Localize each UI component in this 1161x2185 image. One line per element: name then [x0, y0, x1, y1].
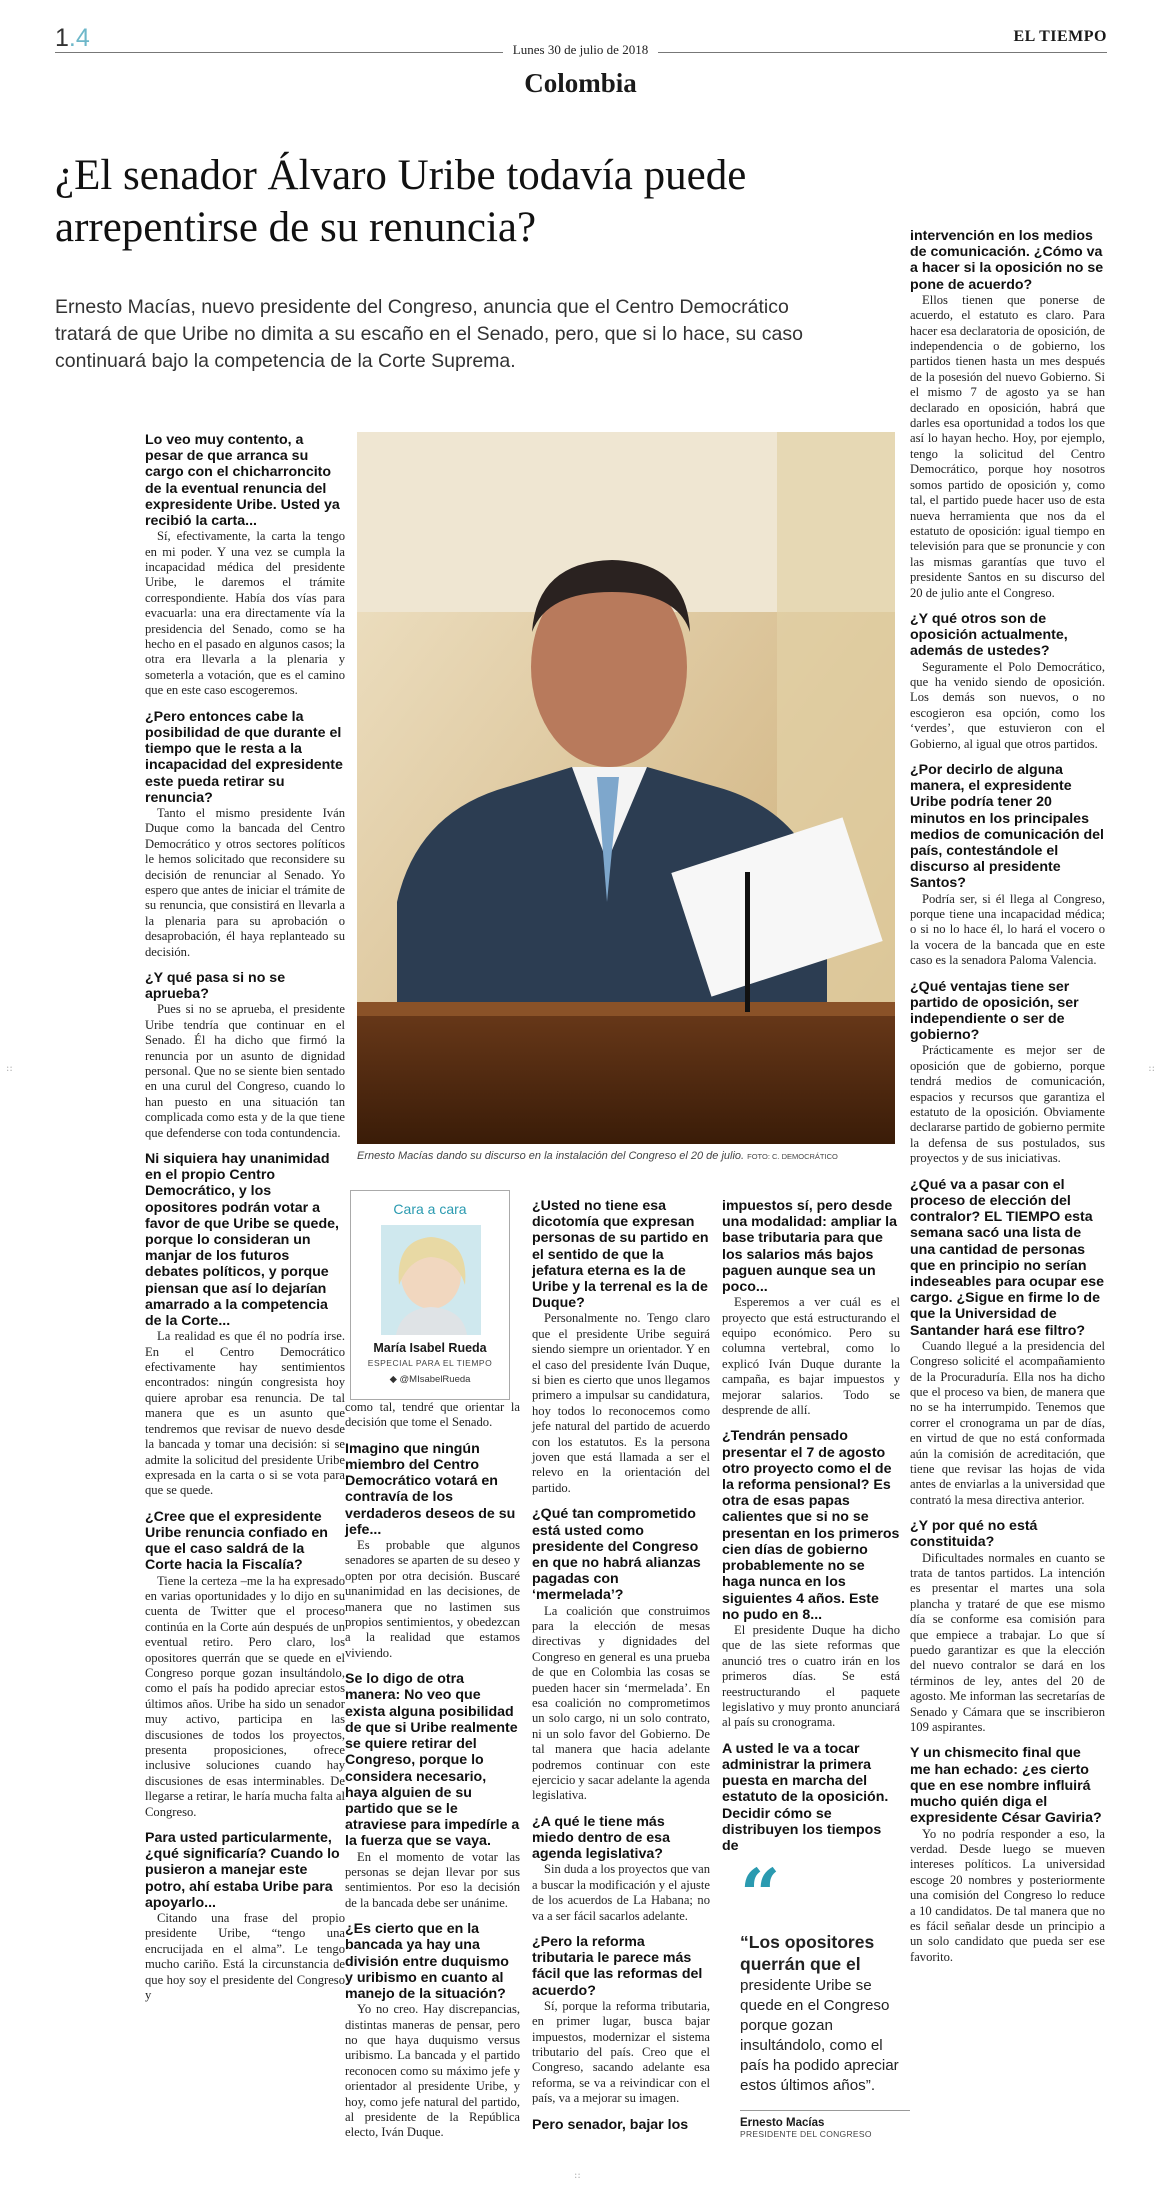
- interview-answer: La coalición que construimos para la elección de mesas directivas y dignidades del Congreso en general es una prueba de que en Colombia las cosas se pueden hacer sin ‘mermelada’. En esa coalición no comprometimos un solo cargo, ni un solo contrato, ni un solo favor del Gobierno. De tal manera que hacia adelante podremos continuar con este ejercicio y sacar adelante la agenda legislativa.: [532, 1603, 710, 1803]
- interview-question: Y un chismecito final que me han echado: ¿es cierto que en ese nombre influirá mucho quién diga el expresidente César Gaviria?: [910, 1745, 1102, 1827]
- fold-mark-right: ::: [1148, 1063, 1155, 1074]
- column-2: [345, 1400, 520, 2141]
- page-number: 1.4: [55, 24, 90, 52]
- interview-answer: El presidente Duque ha dicho que de las siete reformas que anunció tres o cuatro irán en los primeros días. Se está reestructurando el paquete legislativo y muy pronto anunciará al país su cronograma.: [722, 1622, 900, 1730]
- column-4: [722, 1198, 900, 1854]
- interview-question: A usted le va a tocar administrar la primera puesta en marcha del estatuto de la oposición. Decidir cómo se distribuyen los tiempos de: [722, 1740, 889, 1854]
- interview-answer: Yo no podría responder a eso, la verdad. Desde luego se mueven intereses políticos. La universidad escoge 20 nombres y posteriormente una comisión del Congreso lo reduce a 10 candidatos. De tal manera que no es fácil señalar desde un principio a un solo candidato que pueda ser ese favorito.: [910, 1826, 1105, 1964]
- interview-answer: Sí, efectivamente, la carta la tengo en mi poder. Y una vez se cumpla la incapacidad médica del presidente Uribe, le daremos el trámite correspondiente. Había dos vías para evacuarla: una era directamente vía la presidencia del Senado, como se ha hecho en el pasado en algunos casos; la otra era llevarla a la plenaria y someterla a votación, que es el camino que en este caso escogeremos.: [145, 529, 345, 698]
- interview-question: ¿Qué va a pasar con el proceso de elección del contralor? EL TIEMPO esta semana sacó una lista de una cantidad de personas que en principio no serían indeseables para ocupar ese cargo. ¿Sigue en firme lo de que la Universidad de Santander hará ese filtro?: [910, 1176, 1104, 1339]
- interview-answer: En el momento de votar las personas se dejan llevar por sus sentimientos. Por eso la decisión de la bancada debe ser unánime.: [345, 1849, 520, 1910]
- interview-question: Imagino que ningún miembro del Centro Democrático votará en contravía de los verdaderos deseos de su jefe...: [345, 1440, 516, 1538]
- interview-question: ¿Y qué pasa si no se aprueba?: [145, 969, 286, 1003]
- interview-question: Lo veo muy contento, a pesar de que arranca su cargo con el chicharroncito de la eventual renuncia del expresidente Uribe. Usted ya recibió la carta...: [145, 432, 340, 530]
- main-photo: [357, 432, 895, 1144]
- section-title: Colombia: [524, 68, 637, 98]
- interview-answer: Cuando llegué a la presidencia del Congreso solicité el acompañamiento de la Procuraduría. Ella nos ha dicho que el proceso va bien, de manera que no se ha interrumpido. Tenemos que correr el cronograma un par de días, en virtud de que no está conformada aún la comisión de acreditación, que tiene que revisar las hojas de vida antes de enviarlas a la universidad que contrató la mesa directiva anterior.: [910, 1338, 1105, 1507]
- interview-answer: Dificultades normales en cuanto se trata de tantos partidos. La intención es presentar el martes una sola plancha y trataré de que ese mismo día se conforme esa comisión para que empiece a trabajar. Lo que sí puedo garantizar es que la elección del nuevo contralor se dará en los términos de ley, antes del 20 de agosto. Me informan las secretarías de Senado y Cámara que se inscribieron 109 aspirantes.: [910, 1550, 1105, 1735]
- interview-answer: Sin duda a los proyectos que van a buscar la modificación y el ajuste de los acuerdos de La Habana; no va a ser fácil sacarlos adelante.: [532, 1862, 710, 1923]
- interview-question: ¿Pero entonces cabe la posibilidad de que durante el tiempo que le resta a la incapacidad del expresidente este pueda retirar su renuncia?: [145, 708, 343, 806]
- author-name: María Isabel Rueda: [373, 1341, 487, 1355]
- interview-question: ¿Tendrán pensado presentar el 7 de agosto otro proyecto como el de la reforma pensional? Es otra de esas papas calientes que si no se presentan en los primeros cien días de gobierno probablemente no se haga nunca en los siguientes 4 años. Este no pudo en 8...: [722, 1428, 900, 1623]
- author-role: ESPECIAL PARA EL TIEMPO: [367, 1358, 493, 1368]
- interview-answer: como tal, tendré que orientar la decisión que tome el Senado.: [345, 1400, 520, 1430]
- quote-author: Ernesto Macías: [740, 2110, 910, 2129]
- interview-answer: Ellos tienen que ponerse de acuerdo, el estatuto es claro. Para hacer esa declaratoria de oposición, de independencia o de gobierno, los partidos tienen hasta un mes después de la posesión del nuevo Gobierno. Si el mismo 7 de agosto ya se han declarado en oposición, habrá que darles esa oportunidad a todos los que así lo hayan hecho. Hoy, por ejemplo, tengo la solicitud del Centro Democrático, porque hoy nosotros somos partido de oposición y, como tal, el partido puede hacer uso de esta nueva herramienta que nos da el estatuto de oposición: igual tiempo en televisión para que se pronuncie y con las mismas garantías que tuvo el presidente Santos en su discurso del 20 de julio ante el Congreso.: [910, 292, 1105, 600]
- column-5: [910, 228, 1105, 1965]
- headline: ¿El senador Álvaro Uribe todavía puede arrepentirse de su renuncia?: [55, 152, 747, 251]
- interview-question: Pero senador, bajar los: [532, 2116, 689, 2133]
- interview-answer: Esperemos a ver cuál es el proyecto que está estructurando el equipo económico. Pero su columna vertebral, como lo explicó Iván Duque durante la campaña, es bajar impuestos y mejorar salarios. Todo se desprende de allí.: [722, 1295, 900, 1418]
- interview-question: ¿Y qué otros son de oposición actualmente, además de ustedes?: [910, 610, 1068, 660]
- newspaper-name: EL TIEMPO: [1013, 28, 1107, 45]
- fold-mark-bottom: ::: [574, 2170, 581, 2181]
- interview-question: Se lo digo de otra manera: No veo que exista alguna posibilidad de que si Uribe realmente se quiere retirar del Congreso, porque lo considera necesario, haya alguien de su partido que se le atraviese para impedírle a la fuerza que se vaya.: [345, 1671, 520, 1850]
- interview-answer: Yo no creo. Hay discrepancias, distintas maneras de pensar, pero no que haya duquismo versus uribismo. La bancada y el partido reconocen como su máximo jefe y orientador al presidente Uribe, y hoy, como jefe natural del partido, al presidente de la República electo, Iván Duque.: [345, 2002, 520, 2140]
- interview-question: Ni siquiera hay unanimidad en el propio Centro Democrático, y los opositores podrán votar a favor de que Uribe se quede, porque lo consideran un manjar de los futuros debates políticos, y porque piensan que así lo dejarían amarrado a la competencia de la Corte...: [145, 1151, 339, 1330]
- interview-answer: Tiene la certeza –me la ha expresado en varias oportunidades y lo dijo en su cuenta de Twitter que el proceso continúa en la Corte aún después de un eventual retiro. Pero claro, los opositores querrán que se quede en el Congreso porque gozan insultándolo, como el país ha podido apreciar estos últimos años. Uribe ha sido un senador muy activo, participa en las discusiones de todos los proyectos, presenta proposiciones, ofrece inclusive soluciones cuando hay discusiones de esas interminables. De llegarse a retirar, le haría mucha falta al Congreso.: [145, 1573, 345, 1819]
- twitter-icon: ◆: [389, 1374, 397, 1385]
- deck: Ernesto Macías, nuevo presidente del Congreso, anuncia que el Centro Democrático tratará de que Uribe no dimita a su escaño en el Senado, pero, que si lo hace, su caso continuará bajo la competencia de la Corte Suprema.: [55, 296, 803, 372]
- interview-answer: Citando una frase del propio presidente Uribe, “tengo una encrucijada en el alma”. Le tengo mucho cariño. Está la circunstancia de que hoy soy el presidente del Congreso y: [145, 1911, 345, 2003]
- author-box: [350, 1190, 510, 1400]
- interview-question: ¿Qué tan comprometido está usted como presidente del Congreso en que no habrá alianzas pagadas con ‘mermelada’?: [532, 1506, 701, 1604]
- interview-question: ¿Qué ventajas tiene ser partido de oposición, ser independiente o ser de gobierno?: [910, 978, 1079, 1044]
- interview-answer: La realidad es que él no podría irse. En el Centro Democrático efectivamente hay sentimientos encontrados: ningún congresista hoy quiere aprobar esa renuncia. De tal manera que es un asunto que tendremos que revisar de nuevo desde la bancada y tomar una decisión: si se admite la solicitud del presidente Uribe expresada en la carta o si se vota para que se quede.: [145, 1329, 345, 1498]
- interview-question: ¿Por decirlo de alguna manera, el expresidente Uribe podría tener 20 minutos en los principales medios de comunicación del país, contestándole el discurso al presidente Santos?: [910, 761, 1104, 892]
- column-3: [532, 1198, 710, 2133]
- author-avatar: [381, 1225, 481, 1335]
- interview-question: ¿Usted no tiene esa dicotomía que expresan personas de su partido en el sentido de que la jefatura eterna es la de Uribe y la terrenal es la de Duque?: [532, 1198, 709, 1312]
- interview-question: ¿Es cierto que en la bancada ya hay una división entre duquismo y uribismo en cuanto al manejo de la situación?: [345, 1921, 509, 2002]
- interview-answer: Podría ser, si él llega al Congreso, porque tiene una incapacidad médica; o si no lo hace él, lo hará el vocero o la vocera de la bancada que en este caso es la senadora Paloma Valencia.: [910, 891, 1105, 968]
- photo-caption: Ernesto Macías dando su discurso en la instalación del Congreso el 20 de julio. FOTO: C. DEMOCRÁTICO: [357, 1150, 838, 1162]
- interview-answer: Es probable que algunos senadores se aparten de su deseo y opten por otra decisión. Buscaré unanimidad en las decisiones, de manera que no lastimen sus propios sentimientos, y obedezcan a la realidad que estamos viviendo.: [345, 1538, 520, 1660]
- quote-mark-icon: “: [740, 1853, 781, 1936]
- interview-question: ¿Y por qué no está constituida?: [910, 1518, 1038, 1551]
- interview-answer: Personalmente no. Tengo claro que el presidente Uribe seguirá siendo siempre un orientador. Y en el caso del presidente Iván Duque, si bien es cierto que unos llegamos primero a impulsar su candidatura, hoy todos lo reconocemos como jefe natural del partido de acuerdo con los estatutos. Es la persona joven que está llamada a ser el relevo en la orientación del partido.: [532, 1311, 710, 1495]
- column-1: [145, 432, 345, 2004]
- issue-date: Lunes 30 de julio de 2018: [0, 42, 1161, 58]
- interview-question: intervención en los medios de comunicación. ¿Cómo va a hacer si la oposición no se pone de acuerdo?: [910, 228, 1104, 293]
- interview-answer: Tanto el mismo presidente Iván Duque como la bancada del Centro Democrático y otros sectores políticos le hemos solicitado que reconsidere su decisión de renunciar al Senado. Yo espero que antes de iniciar el trámite de su renuncia, que consistirá en llevarla a la plenaria para su aprobación o desaprobación, él haya replanteado su decisión.: [145, 805, 345, 959]
- interview-question: Para usted particularmente, ¿qué significaría? Cuando lo pusieron a manejar este potro, ahí estaba Uribe para apoyarlo...: [145, 1830, 340, 1911]
- interview-question: ¿Pero la reforma tributaria le parece más fácil que las reformas del acuerdo?: [532, 1934, 703, 1999]
- interview-question: impuestos sí, pero desde una modalidad: ampliar la base tributaria para que los salarios más bajos paguen aunque sea un poco...: [722, 1198, 898, 1296]
- pull-quote: “ “Los opositores querrán que el presidente Uribe se quede en el Congreso porque gozan insultándolo, como el país ha podido apreciar estos últimos años”. Ernesto Macías PRESIDENTE DEL CONGRESO: [740, 1870, 910, 2139]
- cara-a-cara-title: Cara a cara: [393, 1201, 467, 1217]
- interview-answer: Pues si no se aprueba, el presidente Uribe tendría que continuar en el Senado. Él ha dicho que firmó la renuncia por un asunto de dignidad personal. Que no se siente bien sentado en una curul del Congreso, cuando lo han puesto en una situación tan complicada como esta y de la que tiene que defenderse con toda contundencia.: [145, 1002, 345, 1140]
- fold-mark-left: ::: [6, 1063, 13, 1074]
- author-twitter[interactable]: ◆ @MIsabelRueda: [389, 1374, 471, 1385]
- interview-answer: Sí, porque la reforma tributaria, en primer lugar, busca bajar impuestos, modernizar el sistema tributario del país. Creo que el Congreso, sacando adelante esa reforma, se va a reivindicar con el país, va a mejorar su imagen.: [532, 1998, 710, 2106]
- quote-author-role: PRESIDENTE DEL CONGRESO: [740, 2129, 872, 2139]
- interview-answer: Seguramente el Polo Democrático, que ha venido siendo de oposición. Los demás son nuevos, o no escogieron esa opción, como los ‘verdes’, que estuvieron con el Gobierno, al igual que otros partidos.: [910, 659, 1105, 751]
- interview-question: ¿A qué le tiene más miedo dentro de esa agenda legislativa?: [532, 1813, 670, 1863]
- interview-answer: Prácticamente es mejor ser de oposición que de gobierno, porque tendrá medios de comunicación, espacios y recursos que garantiza el estatuto de la oposición. Obviamente declararse partido de gobierno permite la defensa de sus postulados, sus proyectos y de sus iniciativas.: [910, 1043, 1105, 1166]
- interview-question: ¿Cree que el expresidente Uribe renuncia confiado en que el caso saldrá de la Corte hacia la Fiscalía?: [145, 1508, 328, 1574]
- photo-ernesto-macias: [357, 432, 895, 1144]
